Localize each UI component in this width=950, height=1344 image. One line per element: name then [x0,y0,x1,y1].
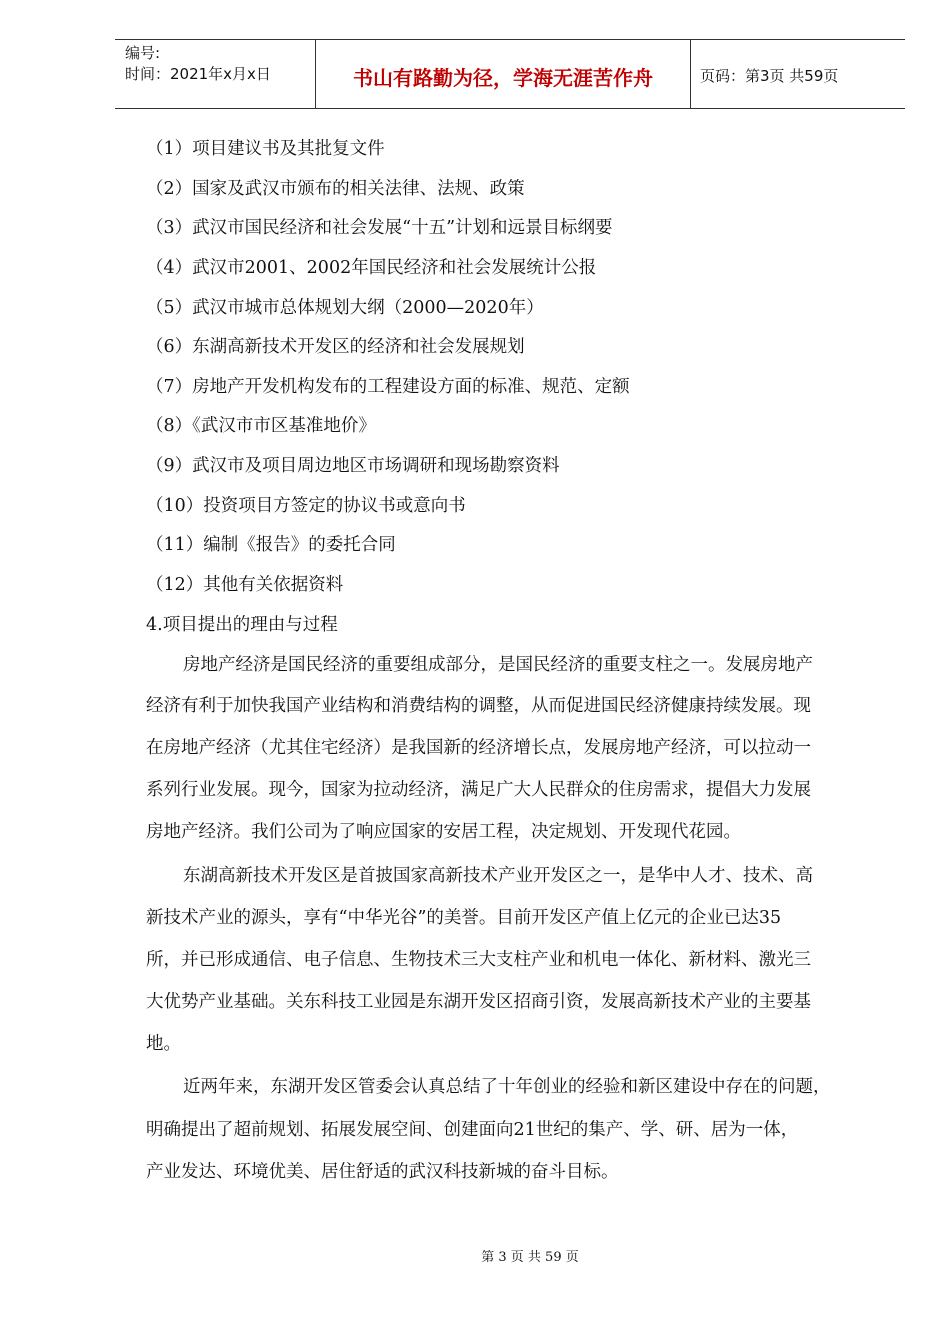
list-item: （11）编制《报告》的委托合同 [146,535,396,555]
list-item: （8）《武汉市市区基准地价》 [146,416,376,436]
document-number: 编号: [125,44,161,62]
list-item: （6）东湖高新技术开发区的经济和社会发展规划 [146,337,525,357]
header-page-number: 页码：第3页 共59页 [700,67,839,85]
header-page-cell [690,40,905,108]
paragraph-line: 产业发达、环境优美、居住舒适的武汉科技新城的奋斗目标。 [146,1162,619,1182]
section-heading: 4.项目提出的理由与过程 [146,615,338,635]
paragraph-line: 地。 [146,1034,181,1054]
paragraph-line: 房地产经济是国民经济的重要组成部分，是国民经济的重要支柱之一。发展房地产 [183,655,813,675]
list-item: （5）武汉市城市总体规划大纲（2000—2020年） [146,298,544,318]
paragraph-line: 房地产经济。我们公司为了响应国家的安居工程，决定规划、开发现代花园。 [146,822,741,842]
document-time: 时间：2021年x月x日 [125,65,271,83]
paragraph-line: 近两年来，东湖开发区管委会认真总结了十年创业的经验和新区建设中存在的问题， [183,1077,831,1097]
list-item: （9）武汉市及项目周边地区市场调研和现场勘察资料 [146,456,560,476]
list-item: （2）国家及武汉市颁布的相关法律、法规、政策 [146,179,525,199]
paragraph-line: 所，并已形成通信、电子信息、生物技术三大支柱产业和机电一体化、新材料、激光三 [146,950,811,970]
list-item: （12）其他有关依据资料 [146,575,344,595]
page-header [115,39,905,109]
list-item: （4）武汉市2001、2002年国民经济和社会发展统计公报 [146,258,597,278]
list-item: （1）项目建议书及其批复文件 [146,139,385,159]
header-motto: 书山有路勤为径，学海无涯苦作舟 [353,66,653,90]
list-item: （10）投资项目方签定的协议书或意向书 [146,496,466,516]
header-meta-cell [115,40,315,108]
paragraph-line: 经济有利于加快我国产业结构和消费结构的调整，从而促进国民经济健康持续发展。现 [146,696,811,716]
paragraph-line: 在房地产经济（尤其住宅经济）是我国新的经济增长点，发展房地产经济，可以拉动一 [146,738,811,758]
paragraph-line: 大优势产业基础。关东科技工业园是东湖开发区招商引资，发展高新技术产业的主要基 [146,992,811,1012]
header-motto-cell [315,40,691,108]
list-item: （3）武汉市国民经济和社会发展“十五”计划和远景目标纲要 [146,218,613,238]
paragraph-line: 明确提出了超前规划、拓展发展空间、创建面向21世纪的集产、学、研、居为一体， [146,1120,799,1140]
list-item: （7）房地产开发机构发布的工程建设方面的标准、规范、定额 [146,377,630,397]
page-footer: 第 3 页 共 59 页 [481,1250,579,1265]
paragraph-line: 东湖高新技术开发区是首披国家高新技术产业开发区之一，是华中人才、技术、高 [183,866,813,886]
paragraph-line: 新技术产业的源头，享有“中华光谷”的美誉。目前开发区产值上亿元的企业已达35 [146,908,782,928]
paragraph-line: 系列行业发展。现今，国家为拉动经济，满足广大人民群众的住房需求，提倡大力发展 [146,780,811,800]
